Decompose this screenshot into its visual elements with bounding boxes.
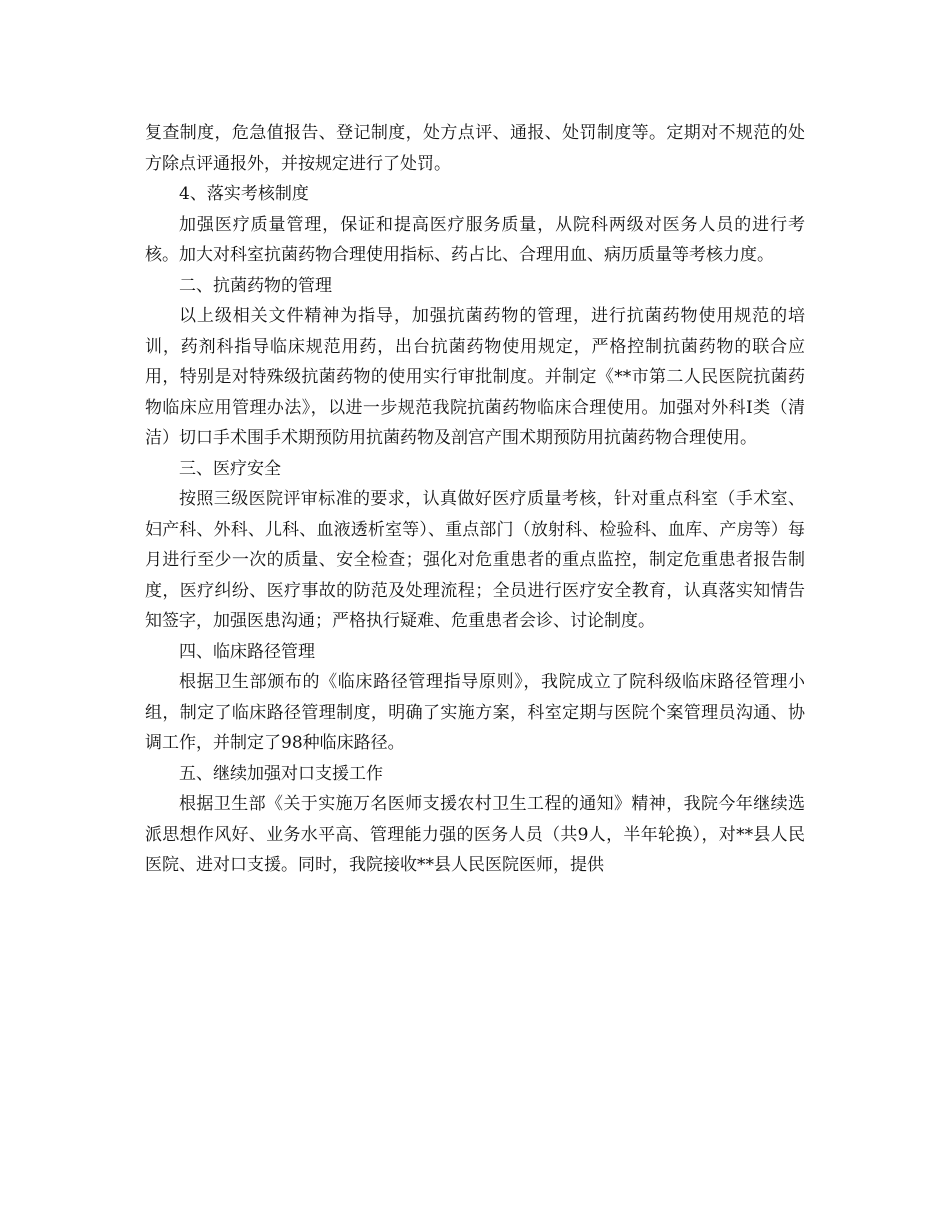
heading-antibiotic-management: 二、抗菌药物的管理 [179, 275, 332, 296]
paragraph-medical-safety: 按照三级医院评审标准的要求，认真做好医疗质量考核，针对重点科室（手术室、妇产科、外科、儿科、血液透析室等）、重点部门（放射科、检验科、血库、产房等）每月进行至少一次的质量、安全检查；强化对危重患者的重点监控，制定危重患者报告制度，医疗纠纷、医疗事故的防范及处理流程；全员进行医疗安全教育，认真落实知情告知签字，加强医患沟通；严格执行疑难、危重患者会诊、讨论制度。 [145, 489, 805, 631]
heading-medical-safety: 三、医疗安全 [179, 458, 281, 479]
heading-clinical-pathway: 四、临床路径管理 [179, 641, 315, 662]
paragraph-counterpart-support: 根据卫生部《关于实施万名医师支援农村卫生工程的通知》精神，我院今年继续选派思想作风好、业务水平高、管理能力强的医务人员（共9人，半年轮换），对**县人民医院、进对口支援。同时，我院接收**县人民医院医师，提供 [145, 794, 805, 875]
heading-counterpart-support: 五、继续加强对口支援工作 [179, 763, 383, 784]
paragraph-antibiotic-management: 以上级相关文件精神为指导，加强抗菌药物的管理，进行抗菌药物使用规范的培训，药剂科指导临床规范用药，出台抗菌药物使用规定，严格控制抗菌药物的联合应用，特别是对特殊级抗菌药物的使用实行审批制度。并制定《**市第二人民医院抗菌药物临床应用管理办法》，以进一步规范我院抗菌药物临床合理使用。加强对外科Ⅰ类（清洁）切口手术围手术期预防用抗菌药物及剖宫产围术期预防用抗菌药物合理使用。 [145, 306, 805, 448]
paragraph-prescription-review: 复查制度，危急值报告、登记制度，处方点评、通报、处罚制度等。定期对不规范的处方除点评通报外，并按规定进行了处罚。 [145, 123, 805, 174]
paragraph-assessment-system: 加强医疗质量管理，保证和提高医疗服务质量，从院科两级对医务人员的进行考核。加大对科室抗菌药物合理使用指标、药占比、合理用血、病历质量等考核力度。 [145, 214, 805, 265]
document-body [145, 118, 805, 881]
heading-assessment-system: 4、落实考核制度 [179, 184, 309, 204]
paragraph-clinical-pathway: 根据卫生部颁布的《临床路径管理指导原则》，我院成立了院科级临床路径管理小组，制定了临床路径管理制度，明确了实施方案，科室定期与医院个案管理员沟通、协调工作，并制定了98种临床路径。 [145, 672, 805, 753]
